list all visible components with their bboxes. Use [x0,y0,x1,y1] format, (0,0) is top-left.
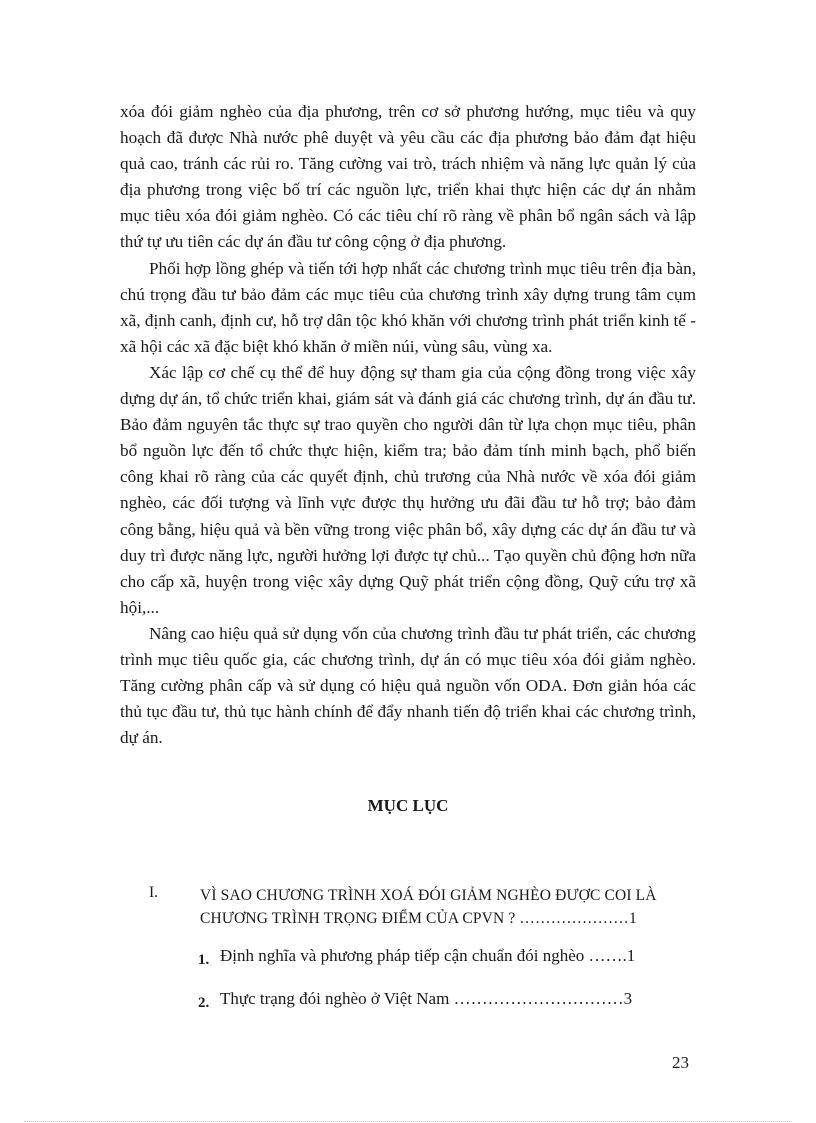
paragraph-4: Nâng cao hiệu quả sử dụng vốn của chương trình đầu tư phát triển, các chương trình mục tiêu quốc gia, các chương trình, dự án có mục tiêu xóa đói giảm nghèo. Tăng cường phân cấp và sử dụng có hiệu quả nguồn vốn ODA. Đơn giản hóa các thủ tục đầu tư, thủ tục hành chính để đẩy nhanh tiến độ triển khai các chương trình, dự án. [120,623,696,748]
paragraph-1: xóa đói giảm nghèo của địa phương, trên cơ sở phương hướng, mục tiêu và quy hoạch đã được Nhà nước phê duyệt và yêu cầu các địa phương bảo đảm đạt hiệu quả cao, tránh các rủi ro. Tăng cường vai trò, trách nhiệm và năng lực quản lý của địa phương trong việc bố trí các nguồn lực, triển khai thực hiện các dự án nhằm mục tiêu xóa đói giảm nghèo. Có các tiêu chí rõ ràng về phân bổ ngân sách và lập thứ tự ưu tiên các dự án đầu tư công cộng ở địa phương. [120,102,696,252]
toc-item-number: 1. [198,952,210,968]
toc-section-title[interactable]: VÌ SAO CHƯƠNG TRÌNH XOÁ ĐÓI GIẢM NGHÈO ĐƯỢC COI LÀ CHƯƠNG TRÌNH TRỌNG ĐIỂM CỦA CPVN ? …………………1 [200,887,657,927]
paragraph-2: Phối hợp lồng ghép và tiến tới hợp nhất các chương trình mục tiêu trên địa bàn, chú trọng đầu tư bảo đảm các mục tiêu của chương trình xây dựng trung tâm cụm xã, định canh, định cư, hỗ trợ dân tộc khó khăn với chương trình phát triển kinh tế - xã hội các xã đặc biệt khó khăn ở miền núi, vùng sâu, vùng xa. [120,258,696,356]
toc-section-number: I. [149,884,159,901]
toc-title: MỤC LỤC [367,796,449,815]
toc-item-number: 2. [198,995,210,1011]
toc-item-text: Thực trạng đói nghèo ở Việt Nam …………………………3 [220,989,633,1008]
paragraph-3: Xác lập cơ chế cụ thể để huy động sự tham gia của cộng đồng trong việc xây dựng dự án, tổ chức triển khai, giám sát và đánh giá các chương trình, dự án đầu tư. Bảo đảm nguyên tắc thực sự trao quyền cho người dân từ lựa chọn mục tiêu, phân bổ nguồn lực đến tổ chức thực hiện, kiểm tra; bảo đảm tính minh bạch, phổ biến công khai rõ ràng của các quyết định, chủ trương của Nhà nước về xóa đói giảm nghèo, các đối tượng và lĩnh vực được thụ hưởng ưu đãi đầu tư hỗ trợ; bảo đảm công bằng, hiệu quả và bền vững trong việc phân bổ, xây dựng các dự án đầu tư và duy trì được năng lực, người hưởng lợi được tự chủ... Tạo quyền chủ động hơn nữa cho cấp xã, huyện trong việc xây dựng Quỹ phát triển cộng đồng, Quỹ cứu trợ xã hội,... [120,362,696,617]
page-number: 23 [672,1053,689,1072]
body-text [120,99,696,751]
toc-item-text: Định nghĩa và phương pháp tiếp cận chuẩn đói nghèo …….1 [220,946,636,965]
footer-divider [24,1121,792,1122]
